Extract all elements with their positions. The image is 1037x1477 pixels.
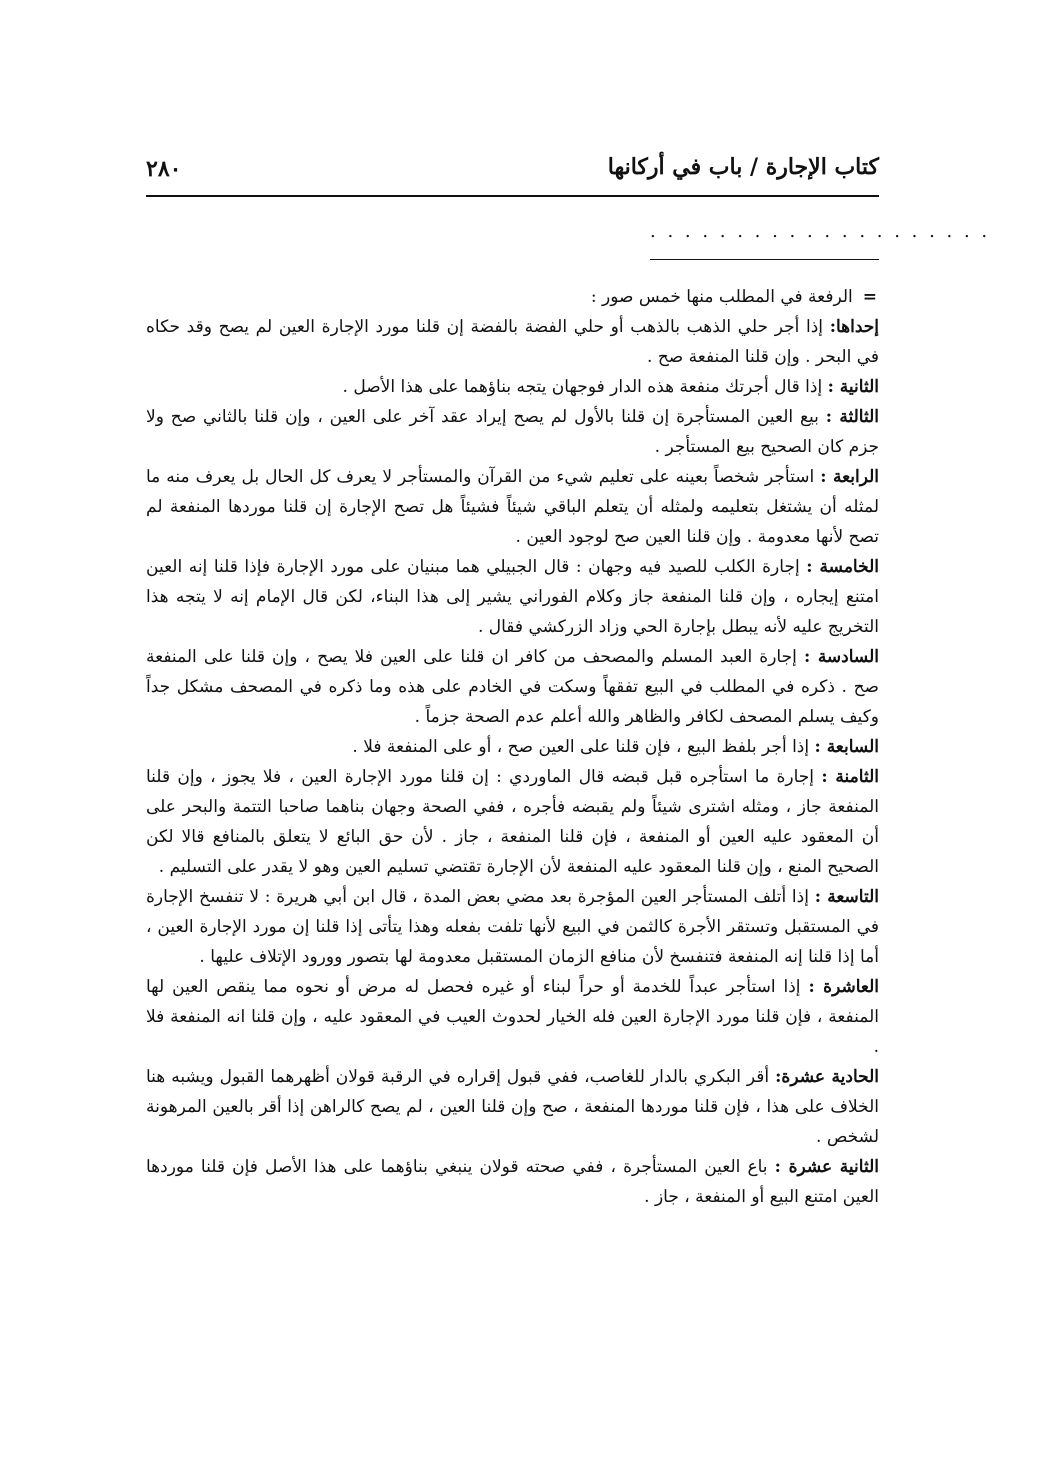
paragraph-text: استأجر شخصاً بعينه على تعليم شيء من القرآن والمستأجر لا يعرف كل الحال بل يعرف منه ما لمثله أن يشتغل بتعليمه ولمثله أن يتعلم الباقي شيئاً فشيئاً هل تصح الإجارة إن قلنا موردها المنفعة لم تصح لأنها معدومة . وإن قلنا العين صح لوجود العين . [146,467,879,547]
header-divider [146,195,879,197]
paragraph-label: الثالثة : [825,407,879,427]
intro-paragraph [146,282,879,312]
paragraph-text: إذا أجر حلي الذهب بالذهب أو حلي الفضة بالفضة إن قلنا مورد الإجارة العين لم يصح وقد حكاه في البحر . وإن قلنا المنفعة صح . [146,317,879,367]
continuation-mark: = [862,287,877,307]
paragraph-label: السادسة : [803,647,879,667]
paragraph-5 [146,552,879,642]
paragraph-label: العاشرة : [808,977,879,997]
paragraph-text: إذا قال أجرتك منفعة هذه الدار فوجهان يتجه بناؤهما على هذا الأصل . [342,377,828,397]
footnote-dotted-line: . . . . . . . . . . . . . . . . . . . . [650,221,991,242]
paragraph-6 [146,642,879,732]
paragraph-text: بيع العين المستأجرة إن قلنا بالأول لم يصح إيراد عقد آخر على العين ، وإن قلنا بالثاني صح ولا جزم كان الصحيح بيع المستأجر . [146,407,879,457]
paragraph-text: إذا أجر بلفظ البيع ، فإن قلنا على العين صح ، أو على المنفعة فلا . [352,737,815,757]
running-header-title: كتاب الإجارة / باب في أركانها [607,154,879,180]
paragraph-label: التاسعة : [814,887,879,907]
footnote-divider [650,259,879,260]
paragraph-2 [146,372,879,402]
paragraph-label: إحداها: [829,317,879,337]
paragraph-9 [146,882,879,972]
paragraph-text: إجارة ما استأجره قبل قبضه قال الماوردي : إن قلنا مورد الإجارة العين ، فلا يجوز ، وإن قلنا المنفعة جاز ، ومثله اشترى شيئاً ولم يقبضه فأجره ، ففي الصحة وجهان بناهما صاحبا التتمة والبحر على أن المعقود عليه العين أو المنفعة ، فإن قلنا المنفعة ، جاز . لأن حق البائع لا يتعلق بالمنافع قالا لكن الصحيح المنع ، وإن قلنا المعقود عليه المنفعة لأن الإجارة تقتضي تسليم العين وهو لا يقدر على التسليم . [146,767,879,877]
paragraph-text: إذا استأجر عبداً للخدمة أو حراً لبناء أو غيره فحصل له مرض أو نحوه مما ينقص العين لها المنفعة ، فإن قلنا مورد الإجارة العين فله الخيار لحدوث العيب في المعقود عليه ، وإن قلنا انه المنفعة فلا . [146,977,879,1057]
paragraph-text: إجارة الكلب للصيد فيه وجهان : قال الجبيلي هما مبنيان على مورد الإجارة فإذا قلنا إنه العين امتنع إيجاره ، وإن قلنا المنفعة جاز وكلام الفوراني يشير إلى هذا البناء، لكن قال الإمام إنه لا يتجه هذا التخريج عليه لأنه يبطل بإجارة الحي وزاد الزركشي فقال . [146,557,879,637]
paragraph-text: باع العين المستأجرة ، ففي صحته قولان ينبغي بناؤهما على هذا الأصل فإن قلنا موردها العين امتنع البيع أو المنفعة ، جاز . [146,1157,879,1207]
page-header [146,150,879,194]
paragraph-label: السابعة : [814,737,879,757]
paragraph-label: الثامنة : [821,767,879,787]
paragraph-1 [146,312,879,372]
page-number: ٢٨٠ [146,156,182,182]
paragraph-label: الرابعة : [820,467,880,487]
paragraph-12 [146,1152,879,1212]
paragraph-3 [146,402,879,462]
intro-text: الرفعة في المطلب منها خمس صور : [590,287,853,307]
paragraph-4 [146,462,879,552]
paragraph-10 [146,972,879,1062]
paragraph-8 [146,762,879,882]
paragraph-label: الخامسة : [806,557,879,577]
paragraph-text: إذا أتلف المستأجر العين المؤجرة بعد مضي بعض المدة ، قال ابن أبي هريرة : لا تنفسخ الإجارة في المستقبل وتستقر الأجرة كالثمن في البيع لأنها تلفت بفعله وهذا يتأتى إذا قلنا إن مورد الإجارة العين ، أما إذا قلنا إنه المنفعة فتنفسخ لأن منافع الزمان المستقبل معدومة لها بتصور وورود الإتلاف عليها . [146,887,879,967]
paragraph-label: الثانية عشرة : [774,1157,879,1177]
paragraph-text: أقر البكري بالدار للغاصب، ففي قبول إقراره في الرقبة قولان أظهرهما القبول ويشبه هنا الخلاف على هذا ، فإن قلنا موردها المنفعة ، صح وإن قلنا العين ، لم يصح كالراهن إذا أقر بالعين المرهونة لشخص . [146,1067,879,1147]
paragraph-label: الحادية عشرة: [775,1067,880,1087]
paragraph-label: الثانية : [827,377,879,397]
paragraph-11 [146,1062,879,1152]
paragraph-7 [146,732,879,762]
body-text [146,282,879,1212]
paragraph-text: إجارة العبد المسلم والمصحف من كافر ان قلنا على العين فلا يصح ، وإن قلنا على المنفعة صح . ذكره في المطلب في البيع تفقهاً وسكت في الخادم على هذه وما ذكره في المصحف مشكل جداً وكيف يسلم المصحف لكافر والظاهر والله أعلم عدم الصحة جزماً . [146,647,879,727]
